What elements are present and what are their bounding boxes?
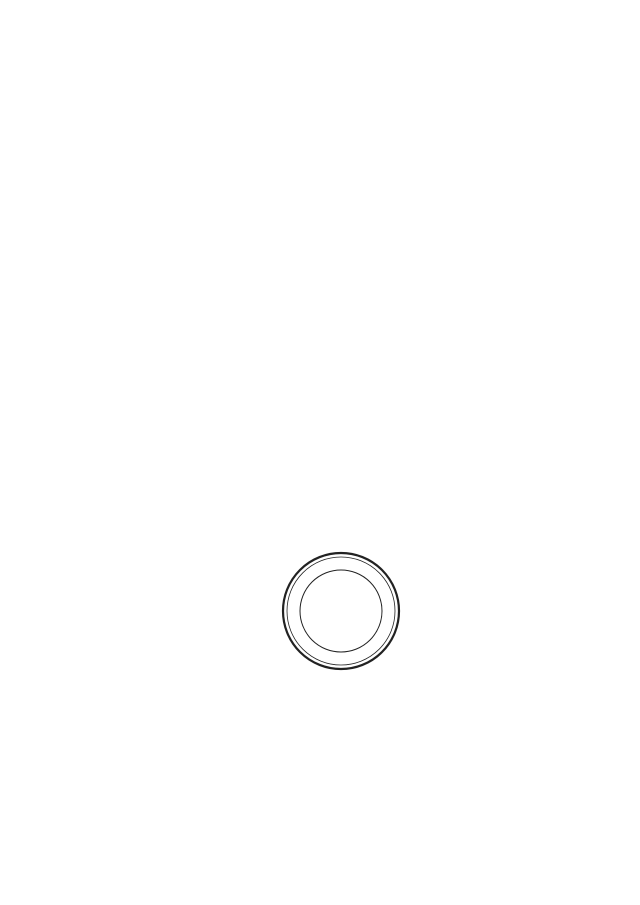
official-seal <box>280 550 402 672</box>
seal-inner-ring <box>300 570 382 652</box>
seal-middle-ring <box>287 557 395 665</box>
